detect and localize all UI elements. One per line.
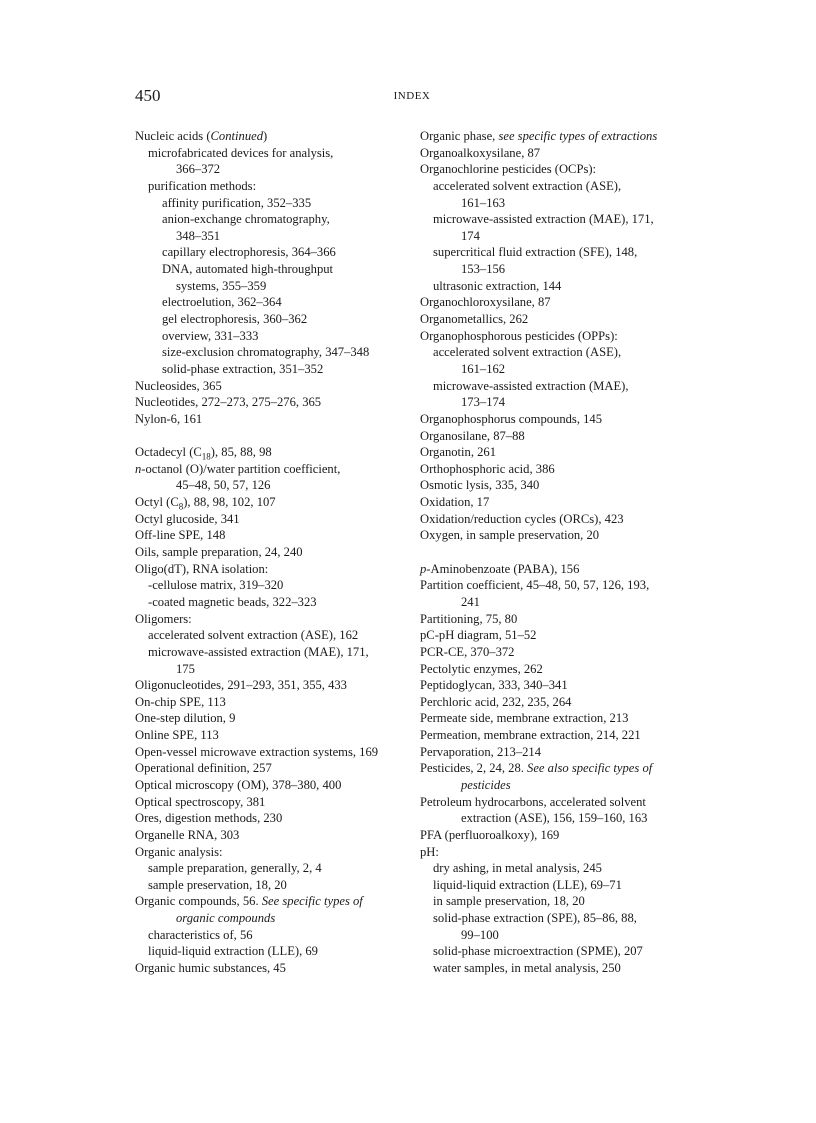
index-subentry [135,311,435,328]
index-subentry [135,294,435,311]
index-entry [420,677,710,694]
index-entry [135,710,435,727]
entry-text: ultrasonic extraction, 144 [433,278,562,293]
entry-text: affinity purification, 352–335 [162,195,312,210]
entry-text: -cellulose matrix, 319–320 [148,578,284,593]
entry-text: accelerated solvent extraction (ASE), [433,345,622,360]
index-entry-continuation [135,161,435,178]
entry-text: pH: [420,844,439,859]
entry-text: Oxidation, 17 [420,495,490,510]
index-subentry [135,145,435,162]
entry-text: capillary electrophoresis, 364–366 [162,245,336,260]
entry-text: liquid-liquid extraction (LLE), 69–71 [433,877,622,892]
index-entry [135,960,435,977]
entry-text: Organotin, 261 [420,445,497,460]
entry-italic-text: pesticides [461,777,511,792]
entry-text: Nylon-6, 161 [135,411,203,426]
entry-text: Partitioning, 75, 80 [420,611,518,626]
index-subentry [135,244,435,261]
entry-text: Online SPE, 113 [135,728,219,743]
index-entry [135,444,435,461]
index-entry [135,378,435,395]
entry-text: characteristics of, 56 [148,927,253,942]
entry-text: 366–372 [176,162,221,177]
entry-text: Organelle RNA, 303 [135,827,240,842]
entry-text: Oxygen, in sample preservation, 20 [420,528,600,543]
entry-text: Permeate side, membrane extraction, 213 [420,711,629,726]
index-column-left [135,128,435,977]
index-subentry [135,361,435,378]
index-entry [420,794,710,811]
index-subentry [420,877,710,894]
index-subentry [135,328,435,345]
entry-text: microwave-assisted extraction (MAE), 171, [433,212,654,227]
entry-text: Oxidation/reduction cycles (ORCs), 423 [420,511,624,526]
index-entry-continuation [420,777,710,794]
index-entry-continuation [420,810,710,827]
index-entry [420,428,710,445]
entry-text-after: -Aminobenzoate (PABA), 156 [426,561,580,576]
entry-text: Pesticides, 2, 24, 28. [420,761,528,776]
index-entry [420,760,710,777]
entry-text: liquid-liquid extraction (LLE), 69 [148,944,318,959]
index-entry [135,611,435,628]
index-entry [420,844,710,861]
index-entry [135,494,435,511]
index-subentry [135,627,435,644]
entry-text: Organoalkoxysilane, 87 [420,145,541,160]
entry-text: Organochloroxysilane, 87 [420,295,551,310]
entry-text: 161–163 [461,195,506,210]
entry-text: Partition coefficient, 45–48, 50, 57, 126, 193, [420,578,650,593]
entry-text: Optical microscopy (OM), 378–380, 400 [135,777,342,792]
index-subentry [135,644,435,661]
index-subentry [135,860,435,877]
entry-text: supercritical fluid extraction (SFE), 148, [433,245,638,260]
index-entry [420,145,710,162]
index-subentry [420,960,710,977]
index-entry [420,727,710,744]
entry-subscript: 18 [201,451,211,462]
entry-text: 174 [461,228,480,243]
entry-text: Organosilane, 87–88 [420,428,525,443]
entry-text: Organophosphorus compounds, 145 [420,411,603,426]
index-subentry [135,178,435,195]
entry-text: -coated magnetic beads, 322–323 [148,594,317,609]
entry-text: Nucleotides, 272–273, 275–276, 365 [135,395,322,410]
index-entry-continuation [420,927,710,944]
index-entry-continuation [420,361,710,378]
index-entry [420,294,710,311]
index-entry [420,444,710,461]
entry-text: dry ashing, in metal analysis, 245 [433,861,602,876]
entry-italic-text: n [135,461,142,476]
index-entry [420,694,710,711]
entry-text: Pervaporation, 213–214 [420,744,542,759]
entry-text: Organochlorine pesticides (OCPs): [420,162,597,177]
entry-text-after: ), 88, 98, 102, 107 [183,495,276,510]
entry-text: Organic phase, [420,129,499,143]
entry-text: Off-line SPE, 148 [135,528,226,543]
index-subentry [420,893,710,910]
entry-text: Petroleum hydrocarbons, accelerated solvent [420,794,646,809]
index-entry-continuation [420,228,710,245]
entry-text: Oils, sample preparation, 24, 240 [135,545,303,560]
index-column-right [420,128,710,977]
index-entry [135,760,435,777]
entry-text: Organic humic substances, 45 [135,961,286,976]
entry-text: microwave-assisted extraction (MAE), 171, [148,644,369,659]
index-entry [420,744,710,761]
index-entry [135,527,435,544]
entry-text: solid-phase extraction (SPE), 85–86, 88, [433,911,637,926]
entry-text: 153–156 [461,262,506,277]
index-subentry [420,378,710,395]
entry-italic-text: See specific types of [261,894,363,909]
index-entry-continuation [420,394,710,411]
entry-text: Oligo(dT), RNA isolation: [135,561,269,576]
entry-text: 99–100 [461,927,499,942]
entry-text-after: -octanol (O)/water partition coefficient, [141,461,341,476]
index-entry [135,777,435,794]
index-subentry [135,344,435,361]
entry-text: sample preparation, generally, 2, 4 [148,861,322,876]
index-entry [420,461,710,478]
entry-text: accelerated solvent extraction (ASE), [433,178,622,193]
index-entry [135,511,435,528]
index-entry [420,561,710,578]
index-entry [135,794,435,811]
entry-text: Permeation, membrane extraction, 214, 221 [420,728,641,743]
entry-text: Osmotic lysis, 335, 340 [420,478,540,493]
index-subentry [420,278,710,295]
entry-text: Organic analysis: [135,844,223,859]
entry-text: in sample preservation, 18, 20 [433,894,585,909]
index-entry [135,844,435,861]
index-entry [420,661,710,678]
entry-text: 161–162 [461,361,506,376]
entry-text: Pectolytic enzymes, 262 [420,661,543,676]
index-entry [420,161,710,178]
entry-text: 241 [461,594,480,609]
index-entry [420,511,710,528]
entry-text: On-chip SPE, 113 [135,694,226,709]
index-subentry [135,927,435,944]
letter-group-gap [420,544,710,561]
entry-text: Octyl (C [135,495,179,510]
entry-text: Nucleic acids ( [135,129,211,143]
entry-text: Ores, digestion methods, 230 [135,811,283,826]
entry-text: Octyl glucoside, 341 [135,511,240,526]
index-subentry [135,261,435,278]
entry-text: Open-vessel microwave extraction systems, 169 [135,744,379,759]
index-subentry [135,211,435,228]
entry-text: purification methods: [148,178,257,193]
entry-italic-text: organic compounds [176,911,276,926]
index-subentry [420,211,710,228]
index-entry [420,611,710,628]
entry-text: Orthophosphoric acid, 386 [420,461,555,476]
index-entry [135,744,435,761]
index-entry-continuation [420,195,710,212]
index-entry-continuation [135,228,435,245]
index-subentry [135,577,435,594]
index-subentry [420,860,710,877]
index-subentry [420,178,710,195]
entry-text: gel electrophoresis, 360–362 [162,312,308,327]
entry-text: water samples, in metal analysis, 250 [433,961,621,976]
index-entry [135,827,435,844]
entry-text: Oligomers: [135,611,192,626]
index-entry [135,394,435,411]
index-entry [420,527,710,544]
index-entry-continuation [135,477,435,494]
entry-text: electroelution, 362–364 [162,295,282,310]
index-entry-continuation [135,278,435,295]
entry-text: Operational definition, 257 [135,761,272,776]
index-entry [420,710,710,727]
index-entry [135,893,435,910]
entry-text: Peptidoglycan, 333, 340–341 [420,678,568,693]
entry-italic-text: Continued [210,129,264,143]
index-subentry [420,244,710,261]
entry-text: extraction (ASE), 156, 159–160, 163 [461,811,648,826]
entry-text: sample preservation, 18, 20 [148,877,287,892]
entry-subscript: 8 [178,501,184,512]
index-entry [135,544,435,561]
entry-text: 45–48, 50, 57, 126 [176,478,271,493]
entry-text: PFA (perfluoroalkoxy), 169 [420,827,560,842]
entry-text: Perchloric acid, 232, 235, 264 [420,694,572,709]
entry-text: microfabricated devices for analysis, [148,145,334,160]
index-entry-continuation [420,594,710,611]
entry-text: 175 [176,661,195,676]
entry-text: anion-exchange chromatography, [162,212,330,227]
index-entry [420,411,710,428]
index-entry [135,727,435,744]
entry-text: Organometallics, 262 [420,312,529,327]
index-subentry [135,594,435,611]
entry-italic-text: See also specific types of [527,761,653,776]
entry-text: Octadecyl (C [135,445,202,460]
index-entry [135,694,435,711]
index-entry [420,627,710,644]
entry-text-after: ), 85, 88, 98 [210,445,272,460]
entry-text: 348–351 [176,228,221,243]
entry-text: solid-phase microextraction (SPME), 207 [433,944,643,959]
index-entry [135,561,435,578]
index-entry [420,477,710,494]
running-head-title: INDEX [393,90,431,102]
index-subentry [135,195,435,212]
index-entry [135,810,435,827]
entry-text: systems, 355–359 [176,278,267,293]
index-entry [135,677,435,694]
entry-text: Optical spectroscopy, 381 [135,794,266,809]
index-subentry [420,943,710,960]
index-entry [420,577,710,594]
index-entry [420,494,710,511]
page-number: 450 [135,86,161,105]
index-entry [420,827,710,844]
index-subentry [135,943,435,960]
entry-text: solid-phase extraction, 351–352 [162,361,324,376]
index-subentry [420,344,710,361]
entry-text: PCR-CE, 370–372 [420,644,515,659]
entry-italic-text: see specific types of extractions [498,129,658,143]
index-entry [420,311,710,328]
index-entry [135,461,435,478]
index-entry [420,328,710,345]
entry-text-after: ) [263,129,268,143]
entry-text: microwave-assisted extraction (MAE), [433,378,629,393]
index-entry-continuation [135,910,435,927]
index-entry-continuation [420,261,710,278]
entry-text: pC-pH diagram, 51–52 [420,628,537,643]
index-entry-continuation [135,661,435,678]
entry-text: size-exclusion chromatography, 347–348 [162,345,370,360]
entry-italic-text: p [420,561,427,576]
entry-text: 173–174 [461,395,506,410]
entry-text: accelerated solvent extraction (ASE), 162 [148,628,359,643]
entry-text: One-step dilution, 9 [135,711,236,726]
entry-text: overview, 331–333 [162,328,259,343]
index-subentry [135,877,435,894]
index-subentry [420,910,710,927]
index-entry [135,128,435,145]
index-entry [420,128,710,145]
entry-text: DNA, automated high-throughput [162,262,334,277]
index-entry [135,411,435,428]
running-head [0,90,816,102]
letter-group-gap [135,428,435,445]
entry-text: Nucleosides, 365 [135,378,222,393]
entry-text: Organophosphorous pesticides (OPPs): [420,328,618,343]
entry-text: Oligonucleotides, 291–293, 351, 355, 433 [135,678,347,693]
entry-text: Organic compounds, 56. [135,894,262,909]
index-entry [420,644,710,661]
